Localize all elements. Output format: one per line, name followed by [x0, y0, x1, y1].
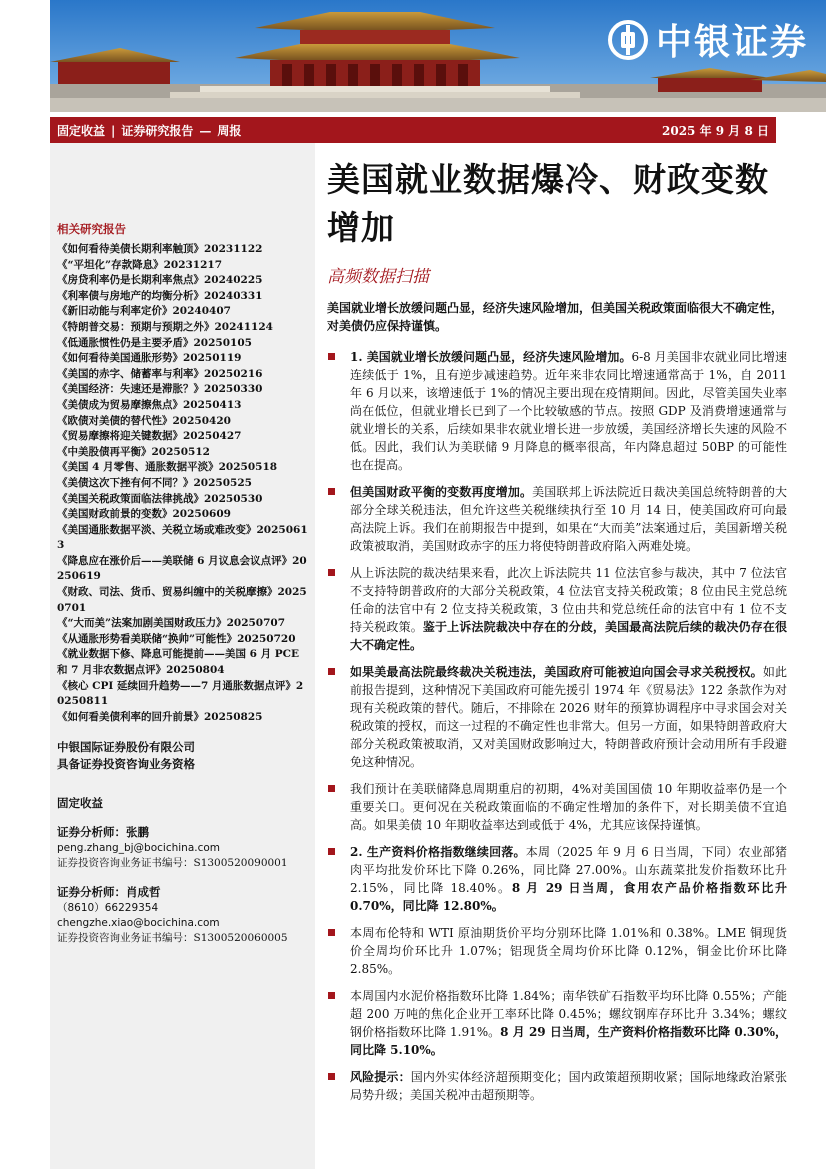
related-report-item: 《美国 4 月零售、通胀数据平淡》20250518 — [57, 461, 278, 474]
related-report-item: 《降息应在涨价后——美联储 6 月议息会议点评》20250619 — [57, 554, 307, 583]
related-report-item: 《特朗普交易：预期与预期之外》20241124 — [57, 320, 273, 333]
company-info — [57, 739, 309, 773]
main-content — [327, 156, 787, 1113]
bullet-square-icon — [328, 929, 335, 936]
key-point — [327, 483, 787, 555]
sidebar — [50, 143, 315, 1169]
bullet-square-icon — [328, 569, 335, 576]
key-point-body: 美国联邦上诉法院近日裁决美国总统特朗普的大部分全球关税违法，但允许这些关税继续执行至 10 月 14 日，使美国政府可向最高法院上诉。我们在前期报告中提到，如果在“大而美”法案通过后，美国新增关税政策被取消，美国财政赤字的压力将使特朗普政府陷入两难处境。 — [350, 485, 787, 553]
dash: — — [199, 123, 212, 138]
related-report-item: 《如何看待美债长期利率触顶》20231122 — [57, 243, 263, 255]
key-point — [327, 843, 787, 915]
related-report-item: 《欧债对美债的替代性》20250420 — [57, 414, 231, 427]
report-category-line — [57, 122, 241, 139]
key-points-list — [327, 348, 787, 1104]
key-point — [327, 987, 787, 1059]
separator: | — [111, 123, 116, 138]
report-header-bar — [50, 117, 776, 143]
analyst-certificate: 证券投资咨询业务证书编号：S1300520060005 — [57, 932, 288, 945]
brand-name: 中银证券 — [655, 22, 808, 63]
related-report-item: 《贸易摩擦将迎关键数据》20250427 — [57, 430, 242, 443]
analyst-certificate: 证券投资咨询业务证书编号：S1300520090001 — [57, 857, 288, 870]
related-report-item: 《美国的赤字、储蓄率与利率》20250216 — [57, 367, 263, 380]
related-report-item: 《美国关税政策面临法律挑战》20250530 — [57, 492, 263, 505]
key-point — [327, 564, 787, 654]
analyst-email: peng.zhang_bj@bocichina.com — [57, 842, 221, 855]
key-point-body: 6-8 月美国非农就业同比增速连续低于 1%，且有逆步减速趋势。近年来非农同比增速通常高于 1%，自 2011 年 6 月以来，该增速低于 1%的情况主要出现在疫情期间。因此，尽管美国失业率尚在低位，但就业增长已到了一个比较敏感的节点。按照 GDP 及消费增速通常与就业增长的关系，后续如果非农就业增长进一步放缓，美国经济增长失速的风险不低。因此，我们认为美联储 9 月降息的概率很高，年内降息超过 50BP 的可能性也在提高。 — [350, 350, 787, 472]
related-report-item: 《就业数据下修、降息可能提前——美国 6 月 PCE 和 7 月非农数据点评》20250804 — [57, 648, 300, 677]
related-report-item: 《美债这次下挫有何不同？》20250525 — [57, 476, 252, 489]
key-point — [327, 924, 787, 978]
report-summary: 美国就业增长放缓问题凸显，经济失速风险增加，但美国关税政策面临很大不确定性，对美债仍应保持谨慎。 — [327, 301, 784, 333]
related-report-item: 《美国通胀数据平淡、关税立场或难改变》20250613 — [57, 523, 308, 552]
key-point-lead: 1. 美国就业增长放缓问题凸显，经济失速风险增加。 — [350, 350, 632, 364]
related-report-item: 《美债成为贸易摩擦焦点》20250413 — [57, 398, 242, 411]
key-point-body: 本周（2025 年 9 月 6 日当周，下同）农业部猪肉平均批发价环比下降 0.26%，同比降 27.00%。山东蔬菜批发价指数环比升 2.15%，同比降 18.40%。 — [350, 845, 787, 895]
analyst-email: chengzhe.xiao@bocichina.com — [57, 917, 220, 930]
related-report-item: 《“大而美”法案加剧美国财政压力》20250707 — [57, 617, 286, 630]
report-type: 证券研究报告 — [121, 123, 194, 138]
report-category: 固定收益 — [57, 123, 106, 138]
analyst-name: 证券分析师：肖成哲 — [57, 885, 161, 900]
key-point-tail: 鉴于上诉法院裁决中存在的分歧，美国最高法院后续的裁决仍存在很大不确定性。 — [350, 620, 787, 652]
report-subtype: 周报 — [217, 123, 242, 138]
sidebar-content — [57, 221, 309, 946]
key-point-lead: 如果美最高法院最终裁决关税违法，美国政府可能被迫向国会寻求关税授权。 — [350, 665, 763, 679]
analyst-name: 证券分析师：张鹏 — [57, 825, 149, 840]
related-report-item: 《“平坦化”存款降息》20231217 — [57, 258, 223, 271]
related-report-item: 《美国经济：失速还是滞胀？》20250330 — [57, 383, 263, 396]
bullet-square-icon — [328, 848, 335, 855]
bullet-square-icon — [328, 668, 335, 675]
key-point-body: 本周布伦特和 WTI 原油期货价平均分别环比降 1.01%和 0.38%。LME 铜现货价全周均价环比升 1.07%；铝现货全周均价环比降 0.12%，铜金比价环比降 2.85%。 — [350, 926, 787, 976]
related-report-item: 《新旧动能与利率定价》20240407 — [57, 305, 231, 318]
key-point-lead: 但美国财政平衡的变数再度增加。 — [350, 485, 533, 499]
related-report-item: 《从通胀形势看美联储“换帅”可能性》20250720 — [57, 632, 296, 645]
related-report-item: 《美国财政前景的变数》20250609 — [57, 508, 231, 521]
related-report-item: 《房贷利率仍是长期利率焦点》20240225 — [57, 274, 263, 287]
key-point-body: 从上诉法院的裁决结果来看，此次上诉法院共 11 位法官参与裁决，其中 7 位法官不支持特朗普政府的大部分关税政策，4 位法官支持关税政策；8 位由民主党总统任命的法官中有 2 位支持关税政策，3 位由共和党总统任命的法官中有 1 位不支持关税政策。 — [350, 566, 787, 634]
related-reports-heading: 相关研究报告 — [57, 222, 126, 236]
report-subtitle: 高频数据扫描 — [327, 267, 429, 287]
key-point-tail: 8 月 29 日当周，生产资料价格指数环比降 0.30%，同比降 5.10%。 — [350, 1025, 788, 1057]
bullet-square-icon — [328, 785, 335, 792]
report-date: 2025 年 9 月 8 日 — [662, 123, 769, 138]
key-point — [327, 348, 787, 474]
key-point-body: 我们预计在美联储降息周期重启的初期，4%对美国国债 10 年期收益率仍是一个重要关口。更何况在关税政策面临的不确定性增加的条件下，对长期美债不宜追高。如果美债 10 年期收益率达到或低于 4%，尤其应该保持谨慎。 — [350, 782, 787, 832]
analyst-phone: （8610）66229354 — [57, 902, 159, 915]
company-name: 中银国际证券股份有限公司 — [57, 740, 195, 755]
header-banner — [50, 0, 826, 112]
key-point-tail: 8 月 29 日当周，食用农产品价格指数环比升 0.70%，同比降 12.80%。 — [350, 881, 787, 913]
related-report-item: 《如何看美债利率的回升前景》20250825 — [57, 710, 263, 723]
report-title: 美国就业数据爆冷、财政变数增加 — [327, 160, 769, 247]
bullet-square-icon — [328, 488, 335, 495]
related-report-item: 《低通胀惯性仍是主要矛盾》20250105 — [57, 336, 252, 349]
key-point-lead: 2. 生产资料价格指数继续回落。 — [350, 845, 526, 859]
key-point — [327, 1068, 787, 1104]
related-report-item: 《如何看待美国通胀形势》20250119 — [57, 352, 242, 365]
related-report-item: 《利率债与房地产的均衡分析》20240331 — [57, 289, 263, 302]
sector-label: 固定收益 — [57, 796, 103, 811]
bullet-square-icon — [328, 992, 335, 999]
bullet-square-icon — [328, 1073, 335, 1080]
related-reports-list — [57, 242, 309, 725]
analyst-block — [57, 883, 309, 946]
related-report-item: 《财政、司法、货币、贸易纠缠中的关税摩擦》20250701 — [57, 586, 307, 614]
key-point-body: 本周国内水泥价格指数环比降 1.84%；南华铁矿石指数平均环比降 0.55%；产能超 200 万吨的焦化企业开工率环比降 0.45%；螺纹钢库存环比升 3.34%；螺纹钢价格指数环比降 1.91%。 — [350, 989, 787, 1039]
key-point-body: 如此前报告提到，这种情况下美国政府可能先援引 1974 年《贸易法》122 条款作为对现有关税政策的替代。随后，不排除在 2026 财年的预算协调程序中寻求国会对关税政策的授权，而这一过程的不确定性也非常大。但另一方面，如果特朗普政府大部分关税政策被取消，又对美国财政影响过大，特朗普政府预计会动用所有手段避免这种情况。 — [350, 665, 787, 769]
bullet-square-icon — [328, 353, 335, 360]
key-point-body: 国内外实体经济超预期变化；国内政策超预期收紧；国际地缘政治紧张局势升级；美国关税冲击超预期等。 — [350, 1070, 787, 1102]
key-point-lead: 风险提示： — [350, 1070, 411, 1084]
boc-logo-icon — [608, 20, 648, 60]
related-report-item: 《核心 CPI 延续回升趋势——7 月通胀数据点评》20250811 — [57, 679, 304, 708]
analyst-block — [57, 823, 309, 871]
brand-logo — [608, 14, 808, 65]
related-report-item: 《中美股债再平衡》20250512 — [57, 445, 210, 458]
company-qualification: 具备证券投资咨询业务资格 — [57, 757, 195, 772]
key-point — [327, 663, 787, 771]
key-point — [327, 780, 787, 834]
